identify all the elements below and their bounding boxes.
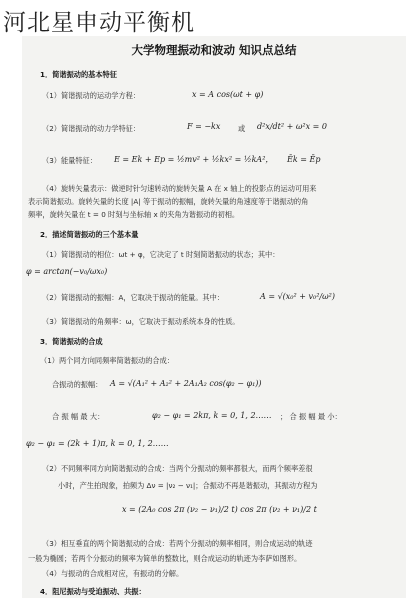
text-line: 小时，产生拍现象，拍频为 Δν = |ν₂ − ν₁|；合振动不再是谐振动，其振动方程为 (58, 481, 318, 490)
text-line: 一般为椭圆；若两个分振动的频率为简单的整数比，则合成运动的轨迹为李萨如图形。 (28, 554, 302, 563)
text-line: 频率，旋转矢量在 t = 0 时刻与坐标轴 x 的夹角为谐振动的初相。 (28, 210, 240, 219)
formula: A = √(x₀² + v₀²/ω²) (260, 292, 335, 301)
formula: F = −kx (187, 122, 221, 131)
formula: φ₂ − φ₁ = 2kπ, k = 0, 1, 2…… (152, 411, 272, 420)
watermark-banner: 河北星申动平衡机 (3, 10, 195, 36)
text-line: （3）能量特征： (42, 156, 97, 165)
text-line: （3）简谐振动的角频率：ω，它取决于振动系统本身的性质。 (42, 317, 240, 326)
formula: A = √(A₁² + A₂² + 2A₁A₂ cos(φ₂ − φ₁)) (110, 379, 262, 388)
formula: x = A cos(ωt + φ) (192, 90, 264, 99)
section-heading-3: 3．简谐振动的合成 (40, 337, 103, 346)
section-heading-1: 1．简谐振动的基本特征 (40, 70, 117, 79)
text-line: （1）简谐振动的相位：ωt + φ，它决定了 t 时刻简谐振动的状态；其中： (42, 250, 280, 259)
formula: d²x/dt² + ω²x = 0 (257, 122, 327, 131)
text-line: （3）相互垂直的两个简谐振动的合成：若两个分振动的频率相同，则合成运动的轨迹 (42, 539, 313, 548)
formula: φ = arctan(−v₀/ωx₀) (26, 267, 108, 276)
section-heading-4: 4．阻尼振动与受迫振动、共振： (40, 587, 146, 596)
text-line: （4）旋转矢量表示：做逆时针匀速转动的旋转矢量 A 在 x 轴上的投影点的运动可用来 (42, 184, 317, 193)
formula: Ēk = Ēp (287, 155, 321, 164)
text-line: （4）与振动的合成相对应，有振动的分解。 (42, 569, 184, 578)
text-line: 或 (238, 124, 246, 133)
text-line: （1）两个同方向同频率简谐振动的合成： (40, 356, 174, 365)
text-line: 合振动的振幅： (52, 380, 103, 389)
text-line: （1）简谐振动的运动学方程： (42, 91, 141, 100)
document-scan (22, 36, 406, 598)
text-line: （2）简谐振动的动力学特征： (42, 124, 141, 133)
text-line: ； 合 振 幅 最 小： (280, 412, 342, 421)
section-heading-2: 2．描述简谐振动的三个基本量 (40, 230, 139, 239)
formula: φ₂ − φ₁ = (2k + 1)π, k = 0, 1, 2…… (26, 439, 169, 448)
document-title: 大学物理振动和波动 知识点总结 (131, 43, 297, 57)
formula: x = (2A₀ cos 2π (ν₂ − ν₁)/2 t) cos 2π (ν₂ + ν₁)/2 t (122, 505, 317, 514)
text-line: （2）不同频率同方向简谐振动的合成：当两个分振动的频率都很大，而两个频率差很 (42, 464, 313, 473)
text-line: 表示简谐振动。旋转矢量的长度 |A| 等于振动的振幅，旋转矢量的角速度等于谐振动的角 (28, 197, 309, 206)
formula: E = Ek + Ep = ½mv² + ½kx² = ½kA²， (114, 155, 274, 164)
text-line: （2）简谐振动的振幅：A，它取决于振动的能量。其中： (42, 293, 224, 302)
text-line: 合 振 幅 最 大： (52, 412, 105, 421)
